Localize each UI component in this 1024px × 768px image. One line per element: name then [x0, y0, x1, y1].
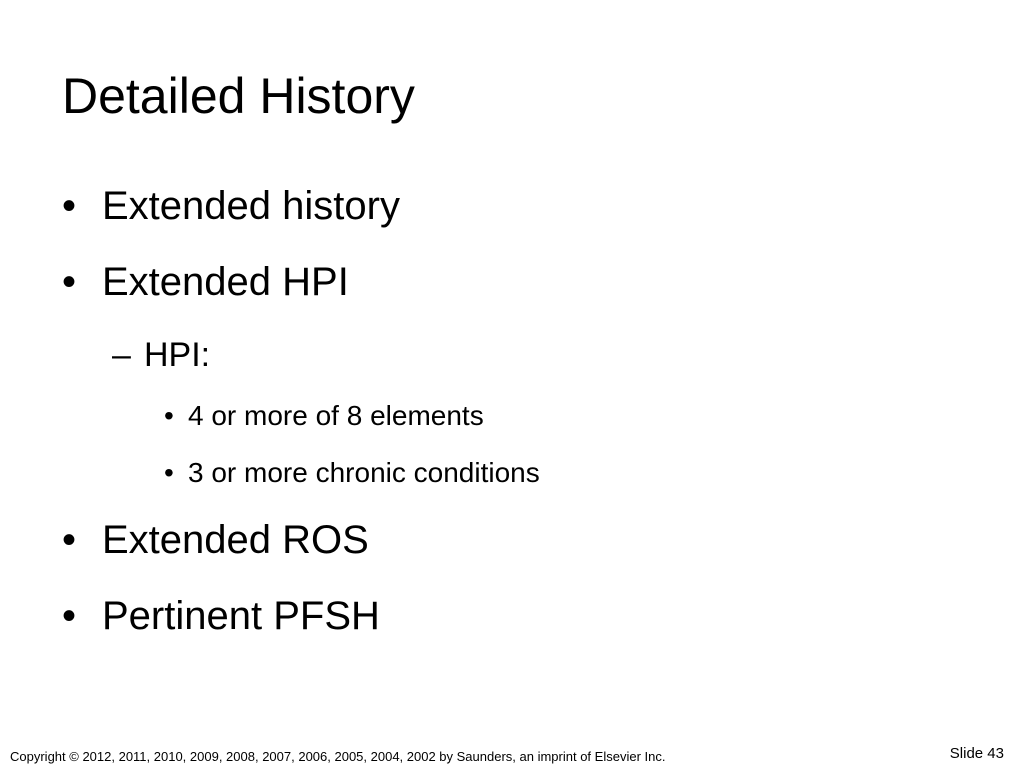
bullet-marker: • [164, 457, 174, 488]
bullet-item-extended-history [62, 184, 400, 229]
bullet-item-extended-ros [62, 518, 369, 563]
bullet-text: Extended history [102, 184, 400, 228]
bullet-text: Extended ROS [102, 518, 369, 562]
sub-sub-item-chronic-conditions [164, 457, 540, 489]
bullet-text: Extended HPI [102, 260, 349, 304]
bullet-text: Pertinent PFSH [102, 594, 380, 638]
bullet-marker: • [62, 260, 77, 304]
sub-item-hpi [112, 336, 210, 375]
bullet-marker: • [62, 594, 77, 638]
bullet-item-extended-hpi [62, 260, 349, 305]
sub-item-text: HPI: [144, 336, 211, 374]
bullet-marker: • [164, 400, 174, 431]
slide-title: Detailed History [62, 68, 415, 124]
dash-marker: – [112, 336, 131, 374]
bullet-item-pertinent-pfsh [62, 594, 380, 639]
sub-sub-item-elements [164, 400, 484, 432]
sub-sub-item-text: 3 or more chronic conditions [188, 457, 540, 488]
bullet-marker: • [62, 184, 77, 228]
sub-sub-item-text: 4 or more of 8 elements [188, 400, 484, 431]
footer-copyright: Copyright © 2012, 2011, 2010, 2009, 2008, 2007, 2006, 2005, 2004, 2002 by Saunders, an imprint of Elsevier Inc. [10, 749, 666, 764]
bullet-marker: • [62, 518, 77, 562]
slide-number: Slide 43 [949, 745, 1004, 762]
